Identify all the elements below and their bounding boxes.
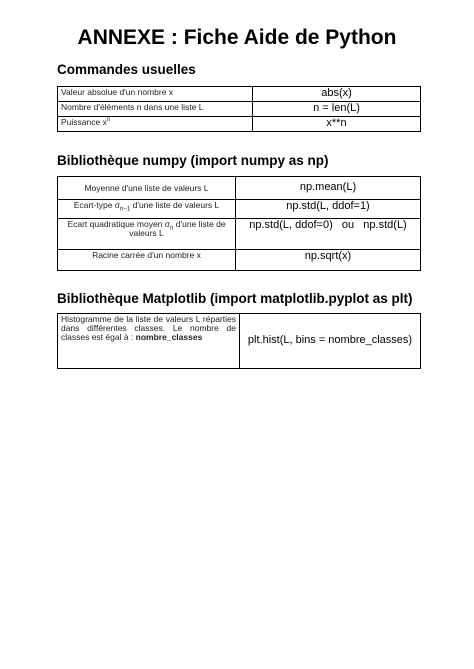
desc-text: d'une liste de valeurs L xyxy=(129,219,226,238)
command-code: n = len(L) xyxy=(253,102,421,117)
table-row xyxy=(58,219,421,250)
desc-text: Puissance x xyxy=(61,117,107,127)
table-row xyxy=(58,200,421,219)
table-row xyxy=(58,177,421,200)
section-title-commands: Commandes usuelles xyxy=(57,62,196,77)
table-row xyxy=(58,87,421,102)
command-code: abs(x) xyxy=(253,87,421,102)
desc-text: Ecart-type σ xyxy=(73,200,121,210)
command-desc: Valeur absolue d'un nombre x xyxy=(58,87,253,102)
numpy-desc: Racine carrée d'un nombre x xyxy=(58,250,236,271)
exponent: n xyxy=(106,117,111,124)
numpy-code: np.mean(L) xyxy=(236,177,421,200)
table-row xyxy=(58,314,421,369)
command-desc xyxy=(58,117,253,132)
desc-text: d'une liste de valeurs L xyxy=(130,200,220,210)
table-row xyxy=(58,117,421,132)
desc-bold: nombre_classes xyxy=(135,331,203,342)
section-title-numpy: Bibliothèque numpy (import numpy as np) xyxy=(57,153,329,168)
numpy-desc xyxy=(58,219,236,250)
numpy-code: np.std(L, ddof=1) xyxy=(236,200,421,219)
command-desc: Nombre d'éléments n dans une liste L xyxy=(58,102,253,117)
numpy-desc: Moyenne d'une liste de valeurs L xyxy=(58,177,236,200)
subscript: n−1 xyxy=(120,206,131,213)
desc-text: Ecart quadratique moyen σ xyxy=(67,219,171,229)
command-code: x**n xyxy=(253,117,421,132)
matplotlib-table xyxy=(57,313,421,369)
table-row xyxy=(58,102,421,117)
numpy-table xyxy=(57,176,421,271)
section-title-matplotlib: Bibliothèque Matplotlib (import matplotlib.pyplot as plt) xyxy=(57,291,413,306)
numpy-code: np.sqrt(x) xyxy=(236,250,421,271)
table-row xyxy=(58,250,421,271)
matplotlib-code: plt.hist(L, bins = nombre_classes) xyxy=(240,314,421,369)
numpy-code: np.std(L, ddof=0) ou np.std(L) xyxy=(236,219,421,250)
page-title: ANNEXE : Fiche Aide de Python xyxy=(77,26,397,49)
desc-text: Histogramme de la liste de valeurs L réparties dans différentes classes. Le nombre de classes est égal à : xyxy=(61,314,236,342)
numpy-desc xyxy=(58,200,236,219)
commands-table xyxy=(57,86,421,132)
subscript: n xyxy=(170,225,174,232)
matplotlib-desc xyxy=(58,314,240,369)
